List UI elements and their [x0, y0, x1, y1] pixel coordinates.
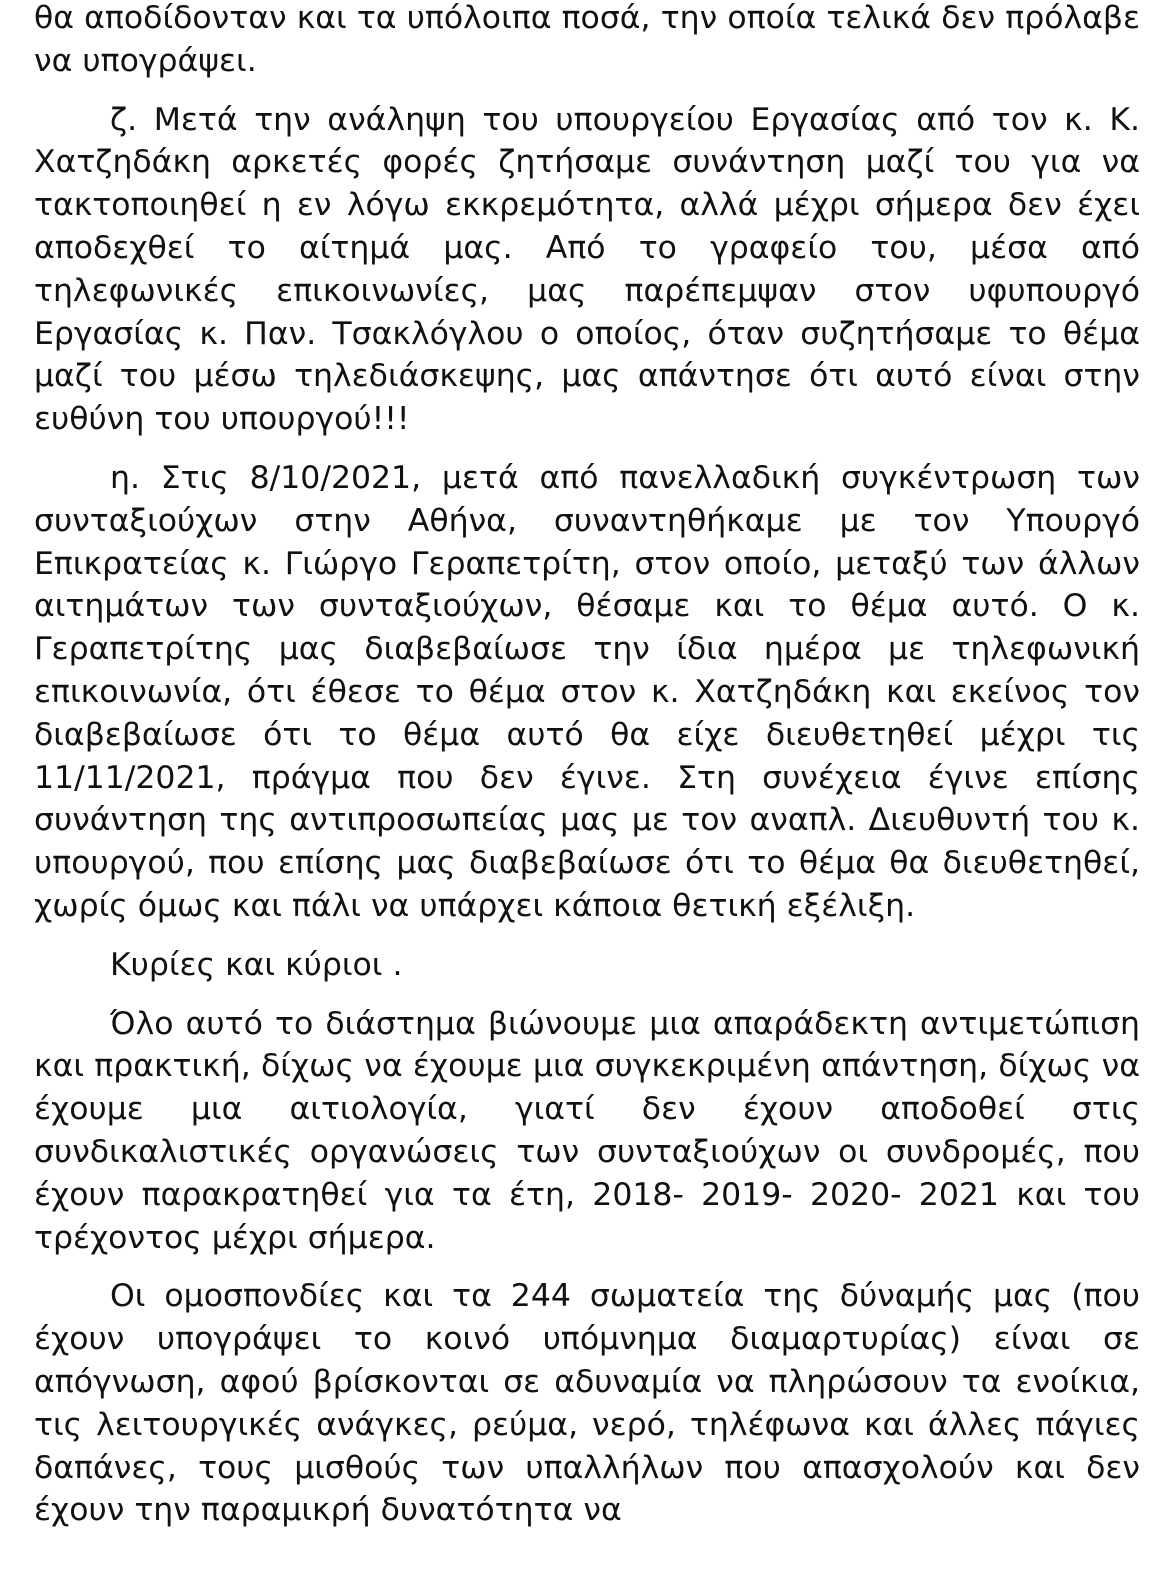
paragraph-salutation: Κυρίες και κύριοι .	[110, 946, 403, 983]
paragraph-situation: Όλο αυτό το διάστημα βιώνουμε μια απαράδεκτη αντιμετώπιση και πρακτική, δίχως να έχουμε μια συγκεκριμένη απάντηση, δίχως να έχουμε μια αιτιολογία, γιατί δεν έχουν αποδοθεί στις συνδικαλιστικές οργανώσεις των συνταξιούχων οι συνδρομές, που έχουν παρακρατηθεί για τα έτη, 2018- 2019- 2020- 2021 και του τρέχοντος μέχρι σήμερα.	[34, 1005, 1140, 1256]
paragraph-eta: η. Στις 8/10/2021, μετά από πανελλαδική συγκέντρωση των συνταξιούχων στην Αθήνα, συναντηθήκαμε με τον Υπουργό Επικρατείας κ. Γιώργο Γεραπετρίτη, στον οποίο, μεταξύ των άλλων αιτημάτων των συνταξιούχων, θέσαμε και το θέμα αυτό. Ο κ. Γεραπετρίτης μας διαβεβαίωσε την ίδια ημέρα με τηλεφωνική επικοινωνία, ότι έθεσε το θέμα στον κ. Χατζηδάκη και εκείνος τον διαβεβαίωσε ότι το θέμα αυτό θα είχε διευθετηθεί μέχρι τις 11/11/2021, πράγμα που δεν έγινε. Στη συνέχεια έγινε επίσης συνάντηση της αντιπροσωπείας μας με τον αναπλ. Διευθυντή του κ. υπουργού, που επίσης μας διαβεβαίωσε ότι το θέμα θα διευθετηθεί, χωρίς όμως και πάλι να υπάρχει κάποια θετική εξέλιξη.	[34, 459, 1140, 924]
paragraph-federations: Οι ομοσπονδίες και τα 244 σωματεία της δύναμής μας (που έχουν υπογράψει το κοινό υπόμνημα διαμαρτυρίας) είναι σε απόγνωση, αφού βρίσκονται σε αδυναμία να πληρώσουν τα ενοίκια, τις λειτουργικές ανάγκες, ρεύμα, νερό, τηλέφωνα και άλλες πάγιες δαπάνες, τους μισθούς των υπαλλήλων που απασχολούν και δεν έχουν την παραμικρή δυνατότητα να	[34, 1278, 1140, 1529]
paragraph-zeta: ζ. Μετά την ανάληψη του υπουργείου Εργασίας από τον κ. Κ. Χατζηδάκη αρκετές φορές ζητήσαμε συνάντηση μαζί του για να τακτοποιηθεί η εν λόγω εκκρεμότητα, αλλά μέχρι σήμερα δεν έχει αποδεχθεί το αίτημά μας. Από το γραφείο του, μέσα από τηλεφωνικές επικοινωνίες, μας παρέπεμψαν στον υφυπουργό Εργασίας κ. Παν. Τσακλόγλου ο οποίος, όταν συζητήσαμε το θέμα μαζί του μέσω τηλεδιάσκεψης, μας απάντησε ότι αυτό είναι στην ευθύνη του υπουργού!!!	[34, 101, 1140, 438]
document-page	[34, 0, 1140, 1532]
paragraph-continuation: θα αποδίδονταν και τα υπόλοιπα ποσά, την οποία τελικά δεν πρόλαβε να υπογράψει.	[34, 0, 1140, 79]
